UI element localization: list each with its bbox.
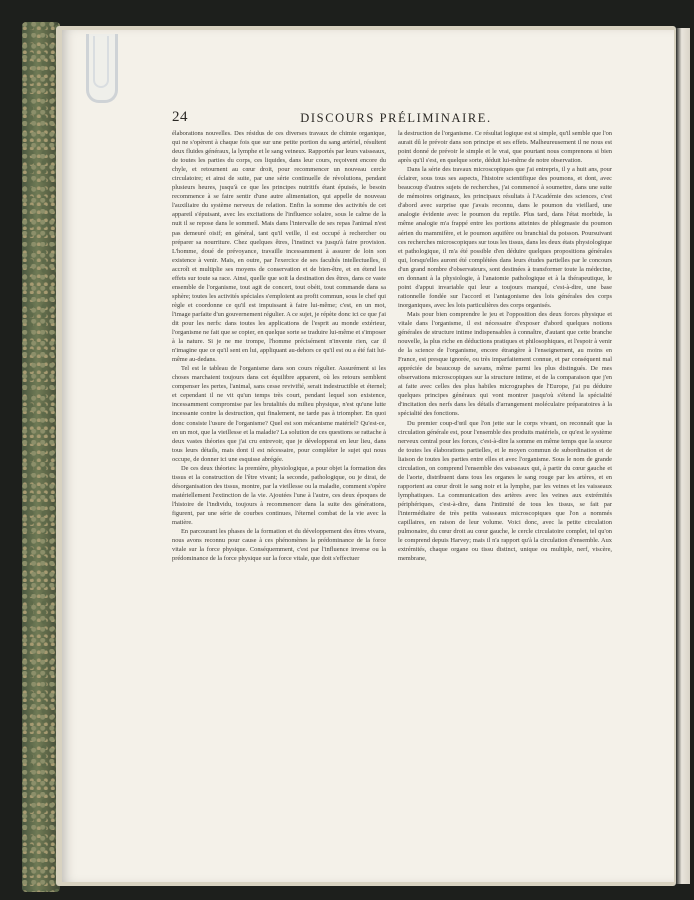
paragraph: élaborations nouvelles. Des résidus de ces diverses travaux de chimie organique, qui ne s'opèrent à chaque fois que sur une petite portion du sang artériel, résultent deux fluides généraux, la lymphe et le sang veineux. Rapportés par leurs vaisseaux, de toutes les parties du corps, ces liquides, dans leur cours, reçoivent encore du chyle, et retournent au cœur droit, pour recommencer un nouveau cercle circulatoire; et ainsi de suite, par une série continuelle de révolutions, pendant plusieurs heures, jusqu'à ce que les principes nutritifs étant épuisés, le besoin recommence à se faire sentir d'une autre alimentation, qui appelle de nouveau l'auxiliaire du système nerveux de relation. Enfin la somme des activités de cet appareil s'épuisant, avec les excitations de l'influence solaire, sous le calme de la nuit il se repose dans le sommeil. Mais dans l'intervalle de ses repas l'animal n'est pas demeuré oisif; en général, tant qu'il veille, il est occupé à rechercher ou préparer sa nourriture. Chez quelques êtres, l'instinct va jusqu'à faire provision. L'homme, doué de prévoyance, travaille incessamment à assurer de loin son existence à venir. Mais, en outre, par l'exercice de ses facultés intellectuelles, il accroît et multiplie ses moyens de conservation et de bien-être, et en étend les effets sur toute sa race. Ainsi, quelle que soit la destination des êtres, dans ce vaste ensemble de l'organisme, tout agit de concert, tout obéit, tout commande dans sa sphère; toutes les activités spéciales s'emploient au profit commun, sous le chef qui règle et coordonne ce qu'il est impuissant à faire lui-même; c'est, en un mot, l'image parfaite d'un gouvernement régulier. A ce sujet, je répète donc ici ce que j'ai dit pour les nerfs: dans toutes les applications de l'esprit au monde extérieur, l'organisme ne fait que se copier, en quelque sorte se traduire lui-même et s'imposer à la nature. Si je ne me trompe, l'homme précisément n'invente rien, car il n'imagine que ce qu'il sent en lui, appliquant au-dehors ce qu'il est ou a été fait lui-même au-dedans.	[172, 130, 386, 364]
paragraph: Tel est le tableau de l'organisme dans son cours régulier. Assurément si les choses marchaient toujours dans cet équilibre apparent, où les retours semblent compenser les pertes, l'animal, sans cesse revivifié, serait indestructible et éternel; et cependant il ne vit qu'un temps très court, pendant lequel son existence, incessamment compromise par les brutalités du milieu physique, n'est qu'une lutte incessante contre la destruction, qui finalement, ne tarde pas à triompher. En quoi donc consiste l'usure de l'organisme? Quel est son mécanisme matériel? Qu'est-ce, en un mot, que la vieillesse et la maladie? La solution de ces questions se rattache à deux vastes théories que j'ai cru entrevoir, que je développerai en leur lieu, dans tous leurs détails, mais dont il est nécessaire, pour compléter le sujet qui nous occupe, de donner ici une esquisse abrégée.	[172, 365, 386, 463]
text-column-right	[398, 129, 612, 764]
right-page-edge	[676, 28, 690, 884]
text-column-left	[172, 129, 386, 764]
page-number: 24	[172, 109, 188, 125]
page-header	[172, 109, 620, 129]
paragraph: Mais pour bien comprendre le jeu et l'opposition des deux forces physique et vitale dans l'organisme, il est nécessaire d'exposer d'abord quelques notions générales de structure intime indispensables à connaître, d'autant que cette branche nouvelle, la plus riche en déductions pratiques et philosophiques, et l'espoir à venir de la science de l'organisme, encore étrangère à l'enseignement, au moins en France, est presque ignorée, ou très imparfaitement connue, et par conséquent mal appréciée de beaucoup de savans, même parmi les plus distingués. De mes observations microscopiques sur la structure intime, et de la comparaison que j'en ai faite avec celles des plus habiles micrographes de l'Europe, j'ai pu déduire quelques principes généraux qui vont montrer jusqu'où s'étend la spécialité d'incitation des nerfs dans les détails d'arrangement moléculaire préparatoires à la spécialité des fonctions.	[398, 310, 612, 418]
paper-clip-inner-icon	[93, 36, 109, 88]
paragraph: Du premier coup-d'œil que l'on jette sur le corps vivant, on reconnaît que la circulation générale est, pour l'ensemble des produits matériels, ce qu'est le système nerveux central pour les forces, c'est-à-dire la somme en même temps que la source de toutes les élaborations partielles, et le moyen commun de subordination et de liaison de toutes les parties entre elles et avec l'organisme. Sous le nom de grande circulation, on comprend l'ensemble des vaisseaux qui, à partir du cœur gauche et de l'aorte, distribuent dans tous les organes le sang rouge par les artères, et en rapportent au cœur droit le sang noir et la lymphe, par les veines et les vaisseaux lymphatiques. La communication des artères avec les veines aux extrémités périphériques, c'est-à-dire, dans l'intimité de tous les tissus, se fait par l'intermédiaire de très petits vaisseaux microscopiques que l'on a nommés capillaires, en raison de leur volume. Voici donc, avec la petite circulation pulmonaire, du cœur droit au cœur gauche, le cercle circulatoire complet, tel qu'on le comprend depuis Harvey; mais il n'a rapport qu'à la circulation d'ensemble. Aux extrémités, chaque organe ou tissu distinct, unique ou multiple, nerf, viscère, membrane,	[398, 419, 612, 563]
book-binding	[22, 22, 60, 892]
paragraph: la destruction de l'organisme. Ce résultat logique est si simple, qu'il semble que l'on aurait dû le prévoir dans son principe et ses effets. Malheureusement il ne nous est point donné de prévoir le simple et le vrai, que pourtant nous comprenons si bien après qu'il s'est, en quelque sorte, déduit lui-même de notre observation.	[398, 130, 612, 165]
paragraph: De ces deux théories: la première, physiologique, a pour objet la formation des tissus et la construction de l'être vivant; la seconde, pathologique, ou je dirai, de désorganisation des tissus, montre, par la vieillesse ou la maladie, comment s'opère matériellement l'extinction de la vie. Ajoutées l'une à l'autre, ces deux époques de l'histoire de l'individu, toujours à recommencer dans la suite des générations, figurent, par une série de courbes continues, l'éternel combat de la vie avec la matière.	[172, 464, 386, 527]
paragraph: Dans la série des travaux microscopiques que j'ai entrepris, il y a huit ans, pour éclairer, sous tous ses aspects, l'histoire scientifique des poumons, et dont, avec beaucoup d'autres sujets de recherches, j'ai commencé à soumettre, dans une suite de mémoires originaux, les principaux résultats à l'Académie des sciences, c'est d'abord avec surprise que j'avais reconnu, dans le poumon du vieillard, une analogie évidente avec le poumon du reptile. Plus tard, dans l'état morbide, la même analogie m'a frappé entre les portions atteintes de phlegmasie du poumon aérien du mammifère, et le poumon aquifère ou branchial du poisson. Poursuivant ces recherches microscopiques sur tous les tissus, dans les deux états physiologique et pathologique, il m'a été possible d'en déduire quelques propositions générales qui, lorsqu'elles auront été complétées dans leurs études partielles par le concours d'un grand nombre d'observateurs, sont destinées à transformer toute la médecine, en donnant à la physiologie, à l'anatomie pathologique et à la thérapeutique, le point d'appui invariable qui leur a toujours manqué, c'est-à-dire, une base rationnelle fondée sur l'accord et l'antagonisme des lois générales des corps inorganiques, avec les lois particulières des corps organisés.	[398, 166, 612, 309]
paragraph: En parcourant les phases de la formation et du développement des êtres vivans, nous avons reconnu pour cause à ces phénomènes la prédominance de la force vitale sur la force physique. Conséquemment, c'est par l'influence inverse ou la prédominance de la force physique sur la force vitale, que doit s'effectuer	[172, 528, 386, 563]
running-title: DISCOURS PRÉLIMINAIRE.	[300, 111, 492, 125]
